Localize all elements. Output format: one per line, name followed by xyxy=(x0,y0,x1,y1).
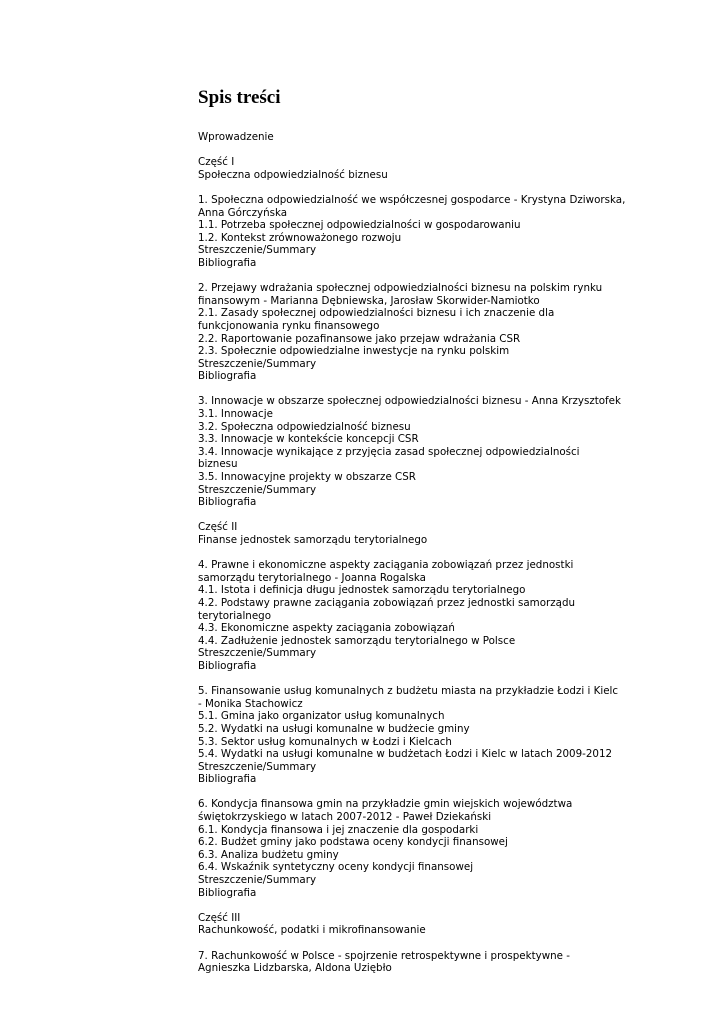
toc-line: Społeczna odpowiedzialność biznesu xyxy=(198,168,388,181)
blank-line xyxy=(198,144,638,157)
toc-line: 2.2. Raportowanie pozafinansowe jako przejaw wdrażania CSR xyxy=(198,332,521,345)
toc-line: 4.4. Zadłużenie jednostek samorządu terytorialnego w Polsce xyxy=(198,634,516,647)
toc-line: 1. Społeczna odpowiedzialność we współczesnej gospodarce - Krystyna Dziworska, xyxy=(198,193,626,206)
toc-line: terytorialnego xyxy=(198,609,271,622)
blank-line xyxy=(198,937,638,950)
toc-line: 4.2. Podstawy prawne zaciągania zobowiązań przez jednostki samorządu xyxy=(198,596,576,609)
toc-line: Rachunkowość, podatki i mikrofinansowanie xyxy=(198,924,426,937)
blank-line xyxy=(198,181,638,194)
table-of-contents xyxy=(198,131,638,975)
toc-line: Agnieszka Lidzbarska, Aldona Uziębło xyxy=(198,962,392,975)
toc-line: 4.3. Ekonomiczne aspekty zaciągania zobowiązań xyxy=(198,622,455,635)
toc-line: 3.1. Innowacje xyxy=(198,408,273,421)
toc-line: Streszczenie/Summary xyxy=(198,874,317,887)
toc-line: Finanse jednostek samorządu terytorialnego xyxy=(198,534,428,546)
blank-line xyxy=(198,383,638,396)
toc-line: funkcjonowania rynku finansowego xyxy=(198,319,380,332)
toc-line: 6.1. Kondycja finansowa i jej znaczenie dla gospodarki xyxy=(198,823,479,836)
toc-line: Część I xyxy=(198,156,235,169)
toc-line: 5.3. Sektor usług komunalnych w Łodzi i Kielcach xyxy=(198,735,452,748)
toc-line: Bibliografia xyxy=(198,370,257,383)
toc-line: Streszczenie/Summary xyxy=(198,357,317,370)
toc-line: Streszczenie/Summary xyxy=(198,483,317,496)
toc-line: Część III xyxy=(198,911,241,924)
toc-line: 5.4. Wydatki na usługi komunalne w budżetach Łodzi i Kielc w latach 2009-2012 xyxy=(198,748,613,761)
toc-line: Anna Górczyńska xyxy=(198,206,288,219)
toc-line: Część II xyxy=(198,521,238,534)
toc-line: 6. Kondycja finansowa gmin na przykładzie gmin wiejskich województwa xyxy=(198,798,573,811)
toc-line: 6.2. Budżet gminy jako podstawa oceny kondycji finansowej xyxy=(198,836,508,849)
blank-line xyxy=(198,673,638,686)
page-title: Spis treści xyxy=(198,87,281,108)
toc-line: Bibliografia xyxy=(198,773,257,786)
toc-line: 4.1. Istota i definicja długu jednostek samorządu terytorialnego xyxy=(198,584,526,597)
toc-line: 6.3. Analiza budżetu gminy xyxy=(198,848,339,861)
toc-line: finansowym - Marianna Dębniewska, Jarosław Skorwider-Namiotko xyxy=(198,294,540,307)
toc-line: 3.3. Innowacje w kontekście koncepcji CSR xyxy=(198,433,419,446)
blank-line xyxy=(198,270,638,283)
toc-line: 4. Prawne i ekonomiczne aspekty zaciągania zobowiązań przez jednostki xyxy=(198,559,574,572)
toc-line: samorządu terytorialnego - Joanna Rogalska xyxy=(198,571,426,584)
toc-line: 2. Przejawy wdrażania społecznej odpowiedzialności biznesu na polskim rynku xyxy=(198,282,603,295)
toc-line: 3.5. Innowacyjne projekty w obszarze CSR xyxy=(198,471,416,484)
toc-line: 2.3. Społecznie odpowiedzialne inwestycje na rynku polskim xyxy=(198,345,510,358)
toc-line: Bibliografia xyxy=(198,256,257,269)
toc-line: 6.4. Wskaźnik syntetyczny oceny kondycji finansowej xyxy=(198,861,474,874)
toc-line: 3. Innowacje w obszarze społecznej odpowiedzialności biznesu - Anna Krzysztofek xyxy=(198,395,621,408)
toc-line: 1.2. Kontekst zrównoważonego rozwoju xyxy=(198,231,402,244)
blank-line xyxy=(198,786,638,799)
toc-line: - Monika Stachowicz xyxy=(198,697,303,710)
toc-line: Streszczenie/Summary xyxy=(198,244,317,257)
toc-line: Streszczenie/Summary xyxy=(198,760,317,773)
toc-line: 2.1. Zasady społecznej odpowiedzialności biznesu i ich znaczenie dla xyxy=(198,307,555,320)
toc-line: Wprowadzenie xyxy=(198,131,274,143)
toc-line: Bibliografia xyxy=(198,659,257,672)
toc-line: Streszczenie/Summary xyxy=(198,647,317,660)
toc-line: 3.4. Innowacje wynikające z przyjęcia zasad społecznej odpowiedzialności xyxy=(198,445,580,458)
blank-line xyxy=(198,547,638,560)
toc-line: 5. Finansowanie usług komunalnych z budżetu miasta na przykładzie Łodzi i Kielc xyxy=(198,685,619,698)
toc-line: Bibliografia xyxy=(198,496,257,509)
blank-line xyxy=(198,899,638,912)
toc-line: biznesu xyxy=(198,458,238,471)
blank-line xyxy=(198,509,638,522)
toc-line: 5.1. Gmina jako organizator usług komunalnych xyxy=(198,710,445,723)
toc-line: 1.1. Potrzeba społecznej odpowiedzialności w gospodarowaniu xyxy=(198,219,521,232)
toc-line: 3.2. Społeczna odpowiedzialność biznesu xyxy=(198,420,411,433)
toc-line: 7. Rachunkowość w Polsce - spojrzenie retrospektywne i prospektywne - xyxy=(198,949,570,962)
toc-line: 5.2. Wydatki na usługi komunalne w budżecie gminy xyxy=(198,722,470,735)
toc-line: świętokrzyskiego w latach 2007-2012 - Paweł Dziekański xyxy=(198,811,492,824)
toc-line: Bibliografia xyxy=(198,886,257,899)
